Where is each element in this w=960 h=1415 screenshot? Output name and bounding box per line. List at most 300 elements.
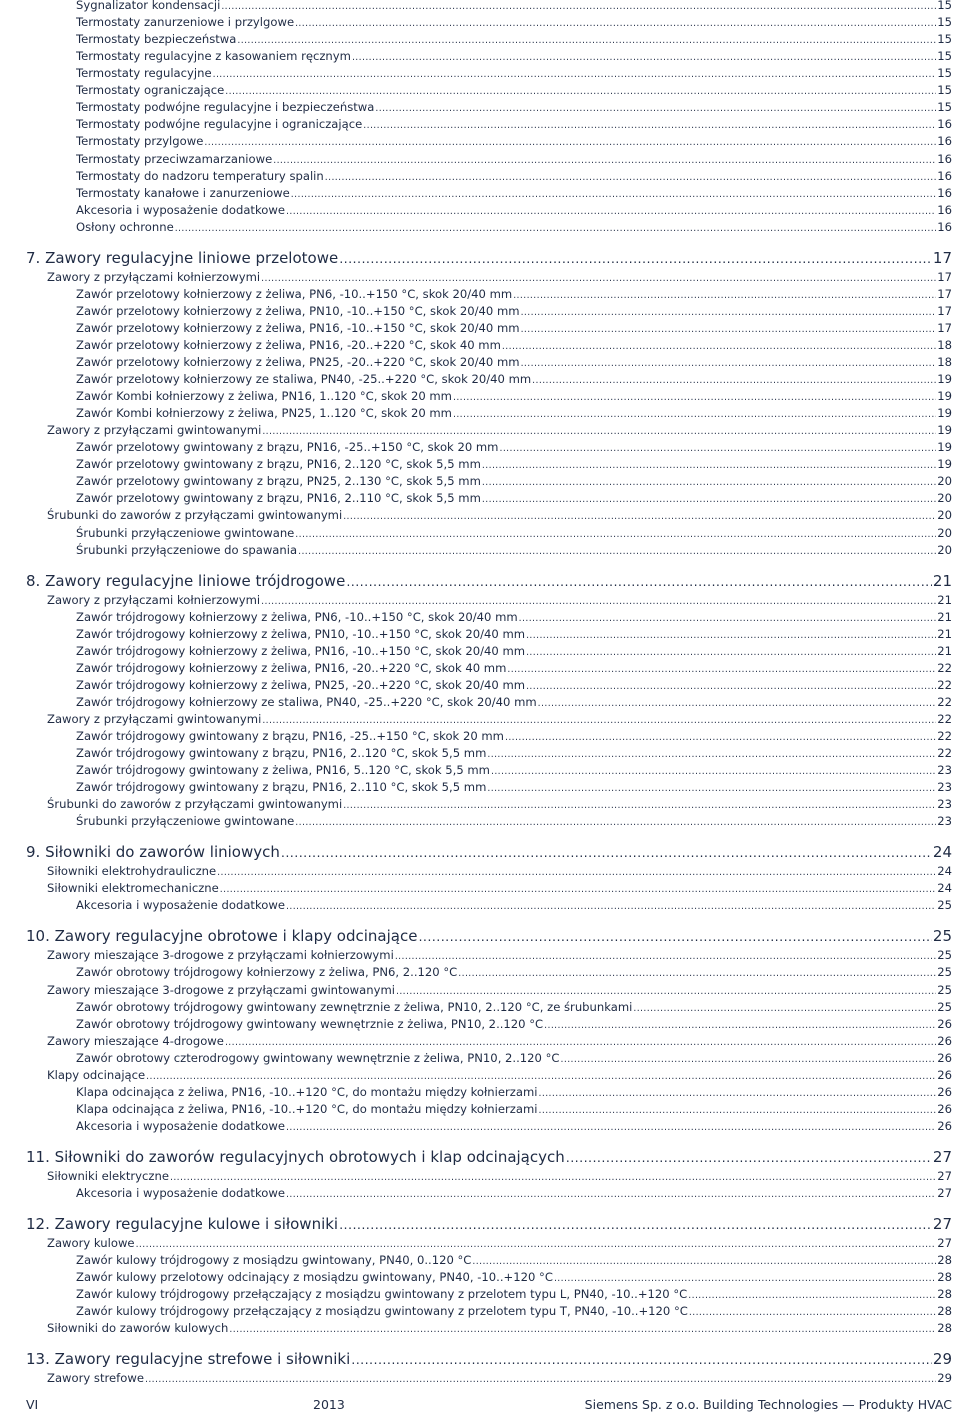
toc-page-number: 23 — [937, 797, 952, 812]
toc-page-number: 26 — [937, 1016, 952, 1031]
toc-dot-leader — [273, 153, 936, 167]
toc-page-number: 20 — [937, 491, 952, 506]
toc-entry-title: 12. Zawory regulacyjne kulowe i siłowniki — [26, 1215, 339, 1233]
toc-entry[interactable] — [76, 457, 952, 472]
toc-entry-title: 11. Siłowniki do zaworów regulacyjnych obrotowych i klap odcinających — [26, 1147, 565, 1166]
toc-entry-title: Zawory z przyłączami kołnierzowymi — [47, 592, 261, 607]
toc-entry-title: Zawór przelotowy kołnierzowy z żeliwa, PN10, -10..+150 °C, skok 20/40 mm — [76, 303, 520, 318]
toc-entry[interactable] — [76, 1000, 952, 1015]
toc-page-number: 24 — [932, 843, 952, 862]
toc-dot-leader — [291, 187, 936, 201]
toc-dot-leader — [295, 16, 936, 30]
toc-entry[interactable] — [76, 627, 952, 642]
toc-entry-title: Zawory kulowe — [47, 1236, 135, 1250]
toc-entry[interactable] — [76, 321, 952, 336]
toc-dot-leader — [458, 966, 936, 980]
toc-page-number: 16 — [937, 168, 952, 183]
toc-dot-leader — [339, 1216, 932, 1234]
toc-entry[interactable] — [76, 661, 952, 676]
toc-page-number: 15 — [937, 100, 952, 115]
toc-entry[interactable] — [76, 695, 952, 710]
toc-page-number: 26 — [937, 1084, 952, 1099]
toc-page-number: 22 — [937, 694, 952, 709]
toc-dot-leader — [491, 764, 936, 778]
toc-page-number: 22 — [937, 728, 952, 743]
toc-entry-title: Termostaty do nadzoru temperatury spalin — [76, 168, 324, 183]
toc-entry[interactable] — [76, 1017, 952, 1032]
toc-dot-leader — [689, 1305, 936, 1319]
toc-page-number: 17 — [932, 248, 952, 267]
toc-page-number: 21 — [932, 571, 952, 590]
footer-page-number: VI — [26, 1397, 39, 1412]
toc-entry-title: Zawór przelotowy kołnierzowy z żeliwa, PN6, -10..+150 °C, skok 20/40 mm — [76, 286, 513, 301]
toc-dot-leader — [217, 865, 936, 879]
toc-entry[interactable] — [76, 1287, 952, 1302]
toc-entry[interactable] — [76, 0, 952, 13]
toc-entry-title: Zawór kulowy trójdrogowy z mosiądzu gwintowany, PN40, 0..120 °C — [76, 1253, 472, 1268]
toc-page-number: 16 — [937, 202, 952, 217]
toc-page-number: 22 — [937, 677, 952, 692]
toc-entry-title: Siłowniki elektrohydrauliczne — [47, 864, 217, 879]
toc-entry-title: Termostaty regulacyjne z kasowaniem ręcznym — [76, 49, 351, 64]
toc-entry-title: Zawór trójdrogowy kołnierzowy z żeliwa, PN16, -20..+220 °C, skok 40 mm — [76, 660, 507, 675]
toc-page-number: 26 — [937, 1101, 952, 1116]
toc-page-number: 16 — [937, 185, 952, 200]
toc-page-number: 28 — [937, 1270, 952, 1285]
toc-entry[interactable] — [76, 1119, 952, 1134]
toc-dot-leader — [688, 1288, 936, 1302]
toc-entry[interactable] — [76, 644, 952, 659]
toc-entry[interactable] — [76, 965, 952, 980]
toc-entry-title: Zawór przelotowy kołnierzowy z żeliwa, PN16, -10..+150 °C, skok 20/40 mm — [76, 320, 520, 335]
toc-entry[interactable] — [76, 491, 952, 506]
toc-dot-leader — [538, 696, 937, 710]
toc-dot-leader — [262, 424, 936, 438]
toc-dot-leader — [502, 339, 936, 353]
toc-entry-title: Zawór obrotowy trójdrogowy kołnierzowy z żeliwa, PN6, 2..120 °C — [76, 965, 458, 980]
toc-dot-leader — [295, 815, 936, 829]
toc-entry[interactable] — [76, 169, 952, 184]
toc-entry-title: Akcesoria i wyposażenie dodatkowe — [76, 1118, 285, 1133]
toc-page-number: 24 — [937, 881, 952, 896]
toc-chapter-heading[interactable] — [26, 1147, 952, 1167]
toc-chapter-heading[interactable] — [26, 248, 952, 268]
toc-entry-title: Termostaty bezpieczeństwa — [76, 32, 237, 47]
toc-page-number: 17 — [937, 303, 952, 318]
toc-dot-leader — [519, 611, 937, 625]
toc-dot-leader — [221, 0, 936, 13]
toc-entry[interactable] — [76, 1186, 952, 1201]
toc-page-number: 28 — [937, 1253, 952, 1268]
toc-dot-leader — [395, 949, 936, 963]
toc-entry-title: Zawory z przyłączami kołnierzowymi — [47, 269, 261, 284]
toc-page-number: 22 — [937, 746, 952, 760]
toc-dot-leader — [225, 1035, 936, 1049]
toc-dot-leader — [325, 170, 936, 184]
toc-entry-title: Siłowniki elektryczne — [47, 1168, 169, 1183]
toc-page-number: 22 — [937, 711, 952, 726]
toc-dot-leader — [229, 1322, 936, 1336]
toc-entry-title: Zawór przelotowy gwintowany z brązu, PN16, 2..110 °C, skok 5,5 mm — [76, 491, 481, 506]
toc-entry[interactable] — [76, 134, 952, 149]
toc-dot-leader — [339, 250, 932, 268]
toc-entry[interactable] — [76, 66, 952, 81]
toc-page-number: 28 — [937, 1304, 952, 1319]
toc-entry-title: Zawór obrotowy trójdrogowy gwintowany wewnętrznie z żeliwa, PN10, 2..120 °C — [76, 1016, 544, 1031]
toc-entry[interactable] — [76, 780, 952, 795]
toc-entry[interactable] — [76, 287, 952, 302]
toc-entry-title: Zawór trójdrogowy kołnierzowy z żeliwa, PN16, -10..+150 °C, skok 20/40 mm — [76, 643, 526, 658]
toc-dot-leader — [487, 747, 936, 761]
toc-entry-title: Akcesoria i wyposażenie dodatkowe — [76, 202, 285, 217]
toc-dot-leader — [363, 118, 936, 132]
toc-entry-title: Osłony ochronne — [76, 219, 174, 234]
toc-entry[interactable] — [47, 948, 952, 963]
toc-entry-title: Zawór obrotowy czterodrogowy gwintowany wewnętrznie z żeliwa, PN10, 2..120 °C — [76, 1050, 560, 1065]
toc-entry-title: Zawory strefowe — [47, 1371, 144, 1386]
toc-page-number: 17 — [937, 269, 952, 284]
footer-publisher: Siemens Sp. z o.o. Building Technologies — Produkty HVAC — [584, 1397, 952, 1412]
toc-entry[interactable] — [76, 440, 952, 455]
toc-page-number: 24 — [937, 864, 952, 879]
toc-chapter-heading[interactable] — [26, 571, 952, 591]
toc-page-number: 26 — [937, 1067, 952, 1082]
toc-entry[interactable] — [76, 49, 952, 64]
toc-page-number: 15 — [937, 0, 952, 12]
toc-dot-leader — [544, 1018, 936, 1032]
toc-entry-title: Zawór trójdrogowy gwintowany z brązu, PN16, 2..120 °C, skok 5,5 mm — [76, 746, 487, 760]
toc-entry-title: Zawór trójdrogowy kołnierzowy z żeliwa, PN25, -20..+220 °C, skok 20/40 mm — [76, 677, 526, 692]
toc-page-number: 18 — [937, 355, 952, 369]
toc-chapter-heading[interactable] — [26, 1349, 952, 1369]
toc-entry[interactable] — [47, 1034, 952, 1049]
toc-page-number: 25 — [932, 927, 952, 946]
toc-entry-title: 7. Zawory regulacyjne liniowe przelotowe — [26, 248, 339, 267]
toc-dot-leader — [225, 84, 936, 98]
toc-entry[interactable] — [47, 270, 952, 285]
toc-entry[interactable] — [76, 203, 952, 218]
toc-dot-leader — [482, 458, 936, 472]
toc-dot-leader — [532, 373, 936, 387]
toc-dot-leader — [521, 356, 937, 370]
toc-page-number: 29 — [932, 1350, 952, 1369]
toc-dot-leader — [472, 1254, 936, 1268]
toc-page-number: 15 — [937, 49, 952, 64]
toc-page-number: 25 — [937, 999, 952, 1014]
toc-entry-title: Zawór trójdrogowy gwintowany z brązu, PN16, 2..110 °C, skok 5,5 mm — [76, 780, 487, 795]
toc-page-number: 26 — [937, 1033, 952, 1048]
toc-page-number: 22 — [937, 660, 952, 675]
toc-entry-title: Termostaty regulacyjne — [76, 66, 212, 81]
toc-chapter-heading[interactable] — [26, 926, 952, 946]
toc-page-number: 19 — [937, 372, 952, 386]
toc-entry[interactable] — [76, 186, 952, 201]
toc-dot-leader — [566, 1149, 932, 1167]
toc-page-number: 23 — [937, 763, 952, 777]
toc-entry[interactable] — [47, 864, 952, 879]
toc-page-number: 26 — [937, 1118, 952, 1133]
toc-entry[interactable] — [76, 355, 952, 370]
toc-dot-leader — [281, 844, 932, 862]
toc-entry[interactable] — [76, 152, 952, 167]
toc-entry-title: Śrubunki przyłączeniowe gwintowane — [76, 814, 295, 829]
toc-entry-title: Zawór kulowy przelotowy odcinający z mosiądzu gwintowany, PN40, -10..+120 °C — [76, 1270, 553, 1285]
toc-entry-title: Zawory z przyłączami gwintowanymi — [47, 423, 262, 438]
toc-entry[interactable] — [76, 763, 952, 778]
toc-page-number: 16 — [937, 151, 952, 166]
toc-entry[interactable] — [76, 389, 952, 404]
toc-page-number: 19 — [937, 457, 952, 472]
toc-dot-leader — [351, 1351, 932, 1369]
toc-dot-leader — [526, 679, 936, 693]
toc-entry-title: 9. Siłowniki do zaworów liniowych — [26, 843, 280, 862]
toc-entry[interactable] — [76, 1085, 952, 1100]
toc-entry-title: Termostaty przeciwzamarzaniowe — [76, 151, 273, 166]
toc-entry-title: Zawór przelotowy kołnierzowy z żeliwa, PN25, -20..+220 °C, skok 20/40 mm — [76, 355, 520, 369]
toc-entry-title: Zawór przelotowy gwintowany z brązu, PN25, 2..130 °C, skok 5,5 mm — [76, 474, 481, 489]
toc-page-number: 19 — [937, 389, 952, 404]
toc-entry-title: Zawór obrotowy trójdrogowy gwintowany zewnętrznie z żeliwa, PN10, 2..120 °C, ze śrubunkami — [76, 999, 633, 1014]
toc-entry-title: Siłowniki do zaworów kulowych — [47, 1321, 229, 1336]
toc-chapter-heading[interactable] — [26, 842, 952, 862]
toc-page-number: 17 — [937, 286, 952, 301]
toc-page-number: 25 — [937, 898, 952, 913]
toc-entry[interactable] — [76, 32, 952, 47]
toc-dot-leader — [286, 899, 936, 913]
toc-page-number: 25 — [937, 965, 952, 980]
toc-dot-leader — [539, 1086, 937, 1100]
toc-entry-title: Akcesoria i wyposażenie dodatkowe — [76, 1186, 285, 1200]
toc-page-number: 19 — [937, 406, 952, 421]
toc-dot-leader — [396, 984, 936, 998]
toc-dot-leader — [526, 628, 936, 642]
toc-dot-leader — [554, 1271, 936, 1285]
toc-entry[interactable] — [76, 83, 952, 98]
toc-entry-title: Zawór trójdrogowy kołnierzowy ze staliwa, PN40, -25..+220 °C, skok 20/40 mm — [76, 694, 537, 709]
toc-page-number: 19 — [937, 440, 952, 455]
toc-page-number: 15 — [937, 66, 952, 81]
toc-entry-title: Sygnalizator kondensacji — [76, 0, 221, 12]
toc-entry-title: Siłowniki elektromechaniczne — [47, 881, 219, 896]
toc-page-number: 27 — [937, 1236, 952, 1250]
toc-dot-leader — [343, 798, 936, 812]
toc-page-number: 20 — [937, 508, 952, 523]
toc-entry[interactable] — [47, 508, 952, 523]
toc-entry[interactable] — [76, 678, 952, 693]
toc-entry-title: 13. Zawory regulacyjne strefowe i siłowniki — [26, 1350, 351, 1369]
toc-dot-leader — [499, 441, 936, 455]
toc-entry[interactable] — [76, 746, 952, 761]
toc-entry-title: Zawór przelotowy gwintowany z brązu, PN16, 2..120 °C, skok 5,5 mm — [76, 457, 481, 472]
toc-dot-leader — [526, 645, 936, 659]
toc-entry-title: Zawory z przyłączami gwintowanymi — [47, 711, 262, 726]
toc-page-number: 15 — [937, 83, 952, 98]
toc-dot-leader — [453, 390, 936, 404]
toc-entry[interactable] — [47, 1321, 952, 1336]
toc-entry[interactable] — [76, 814, 952, 829]
toc-dot-leader — [539, 1103, 937, 1117]
toc-page-number: 21 — [937, 609, 952, 624]
toc-entry[interactable] — [47, 797, 952, 812]
toc-dot-leader — [286, 1120, 936, 1134]
toc-page-number: 23 — [937, 780, 952, 795]
toc-entry[interactable] — [47, 712, 952, 727]
toc-entry[interactable] — [76, 526, 952, 541]
toc-chapter-heading[interactable] — [26, 1214, 952, 1234]
toc-entry-title: Zawory mieszające 3-drogowe z przyłączami kołnierzowymi — [47, 948, 394, 963]
toc-dot-leader — [343, 509, 936, 523]
toc-entry-title: Klapy odcinające — [47, 1067, 146, 1082]
toc-page-number: 19 — [937, 423, 952, 438]
toc-page-number: 25 — [937, 948, 952, 963]
toc-dot-leader — [262, 713, 936, 727]
toc-dot-leader — [453, 407, 936, 421]
toc-entry-title: Termostaty zanurzeniowe i przylgowe — [76, 15, 295, 30]
toc-page-number: 21 — [937, 592, 952, 607]
toc-entry-title: Zawór kulowy trójdrogowy przełączający z mosiądzu gwintowany z przelotem typu T, PN40, -10..+120 °C — [76, 1304, 688, 1319]
toc-page-number: 21 — [937, 626, 952, 641]
toc-page-number: 18 — [937, 337, 952, 352]
toc-entry[interactable] — [76, 610, 952, 625]
toc-page-number: 28 — [937, 1287, 952, 1302]
toc-entry[interactable] — [47, 881, 952, 896]
toc-entry-title: Termostaty przylgowe — [76, 134, 204, 149]
toc-page-number: 16 — [937, 219, 952, 234]
toc-entry[interactable] — [76, 117, 952, 132]
toc-entry-title: Termostaty podwójne regulacyjne i ograniczające — [76, 117, 363, 132]
toc-entry-title: Zawór trójdrogowy kołnierzowy z żeliwa, PN10, -10..+150 °C, skok 20/40 mm — [76, 626, 526, 641]
toc-page-number: 15 — [937, 32, 952, 47]
toc-entry[interactable] — [76, 304, 952, 319]
toc-entry[interactable] — [47, 1169, 952, 1184]
toc-page-number: 27 — [932, 1215, 952, 1233]
toc-dot-leader — [482, 492, 936, 506]
toc-entry[interactable] — [47, 983, 952, 998]
toc-entry[interactable] — [76, 15, 952, 30]
toc-entry-title: Zawór Kombi kołnierzowy z żeliwa, PN25, 1..120 °C, skok 20 mm — [76, 406, 452, 421]
toc-dot-leader — [145, 1372, 936, 1386]
toc-entry-title: Zawór kulowy trójdrogowy przełączający z mosiądzu gwintowany z przelotem typu L, PN40, -10..+120 °C — [76, 1287, 688, 1302]
toc-page-number: 16 — [937, 117, 952, 132]
toc-entry[interactable] — [76, 1270, 952, 1285]
toc-dot-leader — [521, 305, 937, 319]
toc-entry[interactable] — [76, 543, 952, 558]
footer-year: 2013 — [313, 1397, 345, 1412]
toc-entry[interactable] — [47, 1068, 952, 1083]
toc-dot-leader — [286, 204, 936, 218]
toc-page-number: 20 — [937, 525, 952, 540]
toc-entry[interactable] — [47, 1371, 952, 1386]
toc-dot-leader — [507, 662, 936, 676]
toc-entry-title: Klapa odcinająca z żeliwa, PN16, -10..+120 °C, do montażu między kołnierzami — [76, 1084, 538, 1099]
toc-dot-leader — [521, 322, 937, 336]
page-footer — [0, 1396, 960, 1414]
toc-entry-title: Zawór przelotowy kołnierzowy ze staliwa, PN40, -25..+220 °C, skok 20/40 mm — [76, 372, 532, 386]
toc-entry-title: Zawór Kombi kołnierzowy z żeliwa, PN16, 1..120 °C, skok 20 mm — [76, 389, 452, 404]
toc-entry-title: 10. Zawory regulacyjne obrotowe i klapy odcinające — [26, 927, 418, 946]
toc-page-number: 16 — [937, 134, 952, 149]
toc-entry[interactable] — [76, 220, 952, 235]
toc-entry-title: Zawór trójdrogowy kołnierzowy z żeliwa, PN6, -10..+150 °C, skok 20/40 mm — [76, 609, 518, 624]
toc-entry[interactable] — [76, 1304, 952, 1319]
toc-entry[interactable] — [76, 1253, 952, 1268]
toc-entry[interactable] — [76, 474, 952, 489]
toc-dot-leader — [286, 1187, 936, 1201]
toc-entry[interactable] — [76, 1102, 952, 1117]
toc-dot-leader — [418, 928, 931, 946]
toc-dot-leader — [561, 1052, 937, 1066]
toc-dot-leader — [482, 475, 936, 489]
toc-entry-title: 8. Zawory regulacyjne liniowe trójdrogowe — [26, 571, 346, 590]
toc-dot-leader — [298, 544, 936, 558]
toc-page-number: 15 — [937, 15, 952, 30]
toc-dot-leader — [513, 288, 936, 302]
toc-entry[interactable] — [76, 338, 952, 353]
toc-page-number: 29 — [937, 1371, 952, 1386]
toc-page-number: 27 — [937, 1186, 952, 1200]
toc-entry-title: Śrubunki przyłączeniowe do spawania — [76, 542, 298, 557]
toc-entry[interactable] — [76, 729, 952, 744]
toc-page-number: 27 — [937, 1168, 952, 1183]
toc-entry-title: Termostaty podwójne regulacyjne i bezpieczeństwa — [76, 100, 375, 115]
toc-dot-leader — [204, 135, 936, 149]
toc-dot-leader — [261, 271, 936, 285]
toc-dot-leader — [146, 1069, 936, 1083]
toc-page-number: 20 — [937, 542, 952, 557]
toc-dot-leader — [375, 101, 936, 115]
toc-entry[interactable] — [47, 593, 952, 608]
toc-entry-title: Zawór trójdrogowy gwintowany z brązu, PN16, -25..+150 °C, skok 20 mm — [76, 728, 504, 743]
toc-dot-leader — [213, 67, 937, 81]
toc-entry-title: Zawór przelotowy kołnierzowy z żeliwa, PN16, -20..+220 °C, skok 40 mm — [76, 337, 501, 352]
toc-entry-title: Klapa odcinająca z żeliwa, PN16, -10..+120 °C, do montażu między kołnierzami — [76, 1101, 538, 1116]
toc-entry[interactable] — [76, 1051, 952, 1066]
toc-page-number: 26 — [937, 1050, 952, 1065]
toc-page-number: 21 — [937, 643, 952, 658]
toc-entry[interactable] — [76, 406, 952, 421]
toc-entry[interactable] — [47, 1236, 952, 1251]
toc-dot-leader — [352, 50, 936, 64]
toc-entry[interactable] — [76, 372, 952, 387]
toc-entry-title: Zawór trójdrogowy gwintowany z żeliwa, PN16, 5..120 °C, skok 5,5 mm — [76, 763, 490, 777]
toc-dot-leader — [346, 573, 932, 591]
toc-dot-leader — [295, 527, 936, 541]
toc-page-number: 27 — [932, 1147, 952, 1166]
toc-entry-title: Śrubunki do zaworów z przyłączami gwintowanymi — [47, 508, 343, 523]
toc-entry-title: Zawory mieszające 4-drogowe — [47, 1033, 224, 1048]
toc-entry-title: Akcesoria i wyposażenie dodatkowe — [76, 898, 285, 913]
toc-page-number: 25 — [937, 982, 952, 997]
toc-page-number: 28 — [937, 1321, 952, 1336]
toc-entry-title: Śrubunki przyłączeniowe gwintowane — [76, 525, 295, 540]
toc-dot-leader — [505, 730, 936, 744]
toc-dot-leader — [175, 221, 937, 235]
toc-dot-leader — [633, 1001, 936, 1015]
toc-entry[interactable] — [47, 423, 952, 438]
toc-entry[interactable] — [76, 100, 952, 115]
toc-entry-title: Termostaty kanałowe i zanurzeniowe — [76, 185, 290, 200]
toc-dot-leader — [487, 781, 936, 795]
toc-entry-title: Termostaty ograniczające — [76, 83, 225, 98]
toc-entry-title: Śrubunki do zaworów z przyłączami gwintowanymi — [47, 797, 343, 812]
toc-page-number: 23 — [937, 814, 952, 829]
toc-page-number: 17 — [937, 320, 952, 335]
toc-entry[interactable] — [76, 898, 952, 913]
toc-dot-leader — [170, 1170, 936, 1184]
toc-dot-leader — [237, 33, 936, 47]
toc-page-number: 20 — [937, 474, 952, 489]
toc-entry-title: Zawór przelotowy gwintowany z brązu, PN16, -25..+150 °C, skok 20 mm — [76, 440, 499, 455]
